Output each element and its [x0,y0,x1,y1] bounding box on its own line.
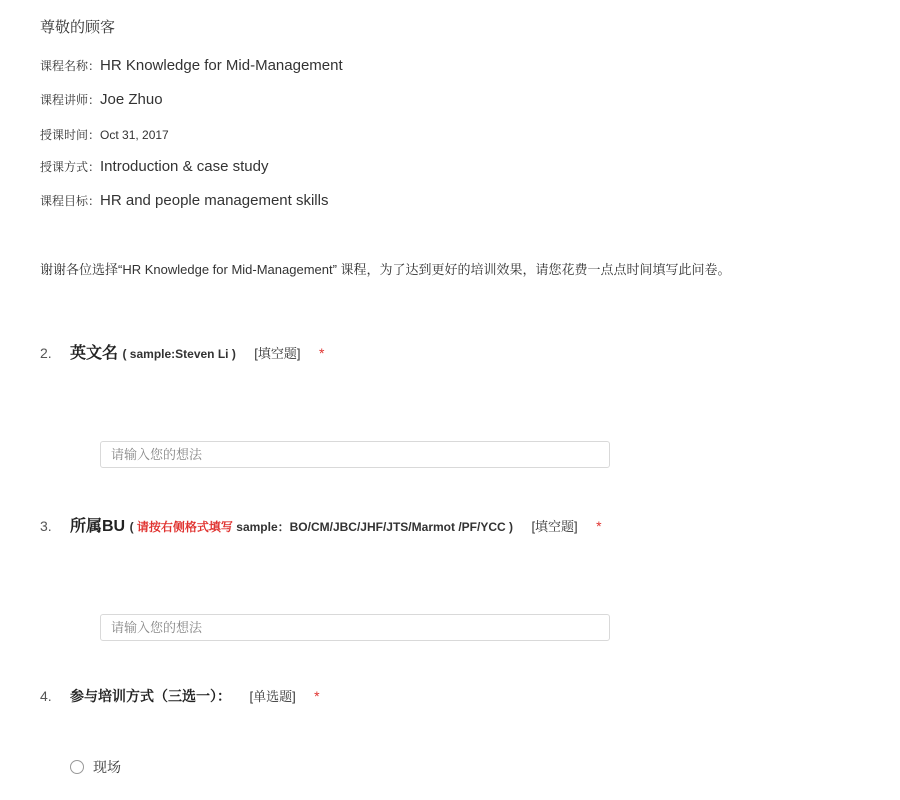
question-2-header [40,340,324,363]
question-4-number: 4. [40,688,52,704]
course-goal-label: 课程目标： [40,194,101,208]
question-3-note [130,520,513,534]
radio-option-onsite[interactable] [70,757,121,777]
question-3-note-red: 请按右侧格式填写 [136,520,233,534]
radio-button[interactable] [70,760,84,774]
radio-option-label: 现场 [93,759,121,775]
course-method-label: 授课方式： [40,160,101,174]
question-2-title: 英文名 [70,345,119,362]
question-3-required-mark: * [596,518,602,534]
course-time-line [40,126,169,143]
question-2-number: 2. [40,345,52,361]
intro-text: 谢谢各位选择“HR Knowledge for Mid-Management” 课程，为了达到更好的培训效果，请您花费一点点时间填写此问卷。 [40,262,731,277]
question-3-note-open: ( [129,520,137,534]
course-time-label: 授课时间： [40,128,101,142]
question-4-type: [单选题] [249,689,296,704]
course-lecturer-value: Joe Zhuo [100,91,163,108]
course-name-label: 课程名称： [40,59,101,73]
course-method-line [40,158,268,175]
question-3-note-rest: sample：BO/CM/JBC/JHF/JTS/Marmot /PF/YCC ) [232,520,513,534]
course-goal-value: HR and people management skills [100,192,329,209]
question-3-type: [填空题] [531,519,578,534]
question-3-header [40,513,602,536]
business-unit-input[interactable] [100,614,610,641]
course-lecturer-label: 课程讲师： [40,93,101,107]
question-4-required-mark: * [314,688,320,704]
question-3-number: 3. [40,518,52,534]
course-name-value: HR Knowledge for Mid-Management [100,57,343,74]
question-4-title: 参与培训方式（三选一）： [70,688,231,704]
question-2-required-mark: * [318,345,325,361]
course-lecturer-line [40,91,163,108]
course-name-line [40,57,343,74]
english-name-input[interactable] [100,441,610,468]
question-2-note: ( sample:Steven Li ) [122,347,236,361]
course-method-value: Introduction & case study [100,158,269,175]
greeting-text: 尊敬的顾客 [40,19,116,36]
course-goal-line [40,192,328,209]
question-2-type: [填空题] [254,346,301,361]
question-3-title: 所属BU [70,518,126,535]
course-time-value: Oct 31, 2017 [100,128,169,142]
question-4-header [40,686,320,706]
